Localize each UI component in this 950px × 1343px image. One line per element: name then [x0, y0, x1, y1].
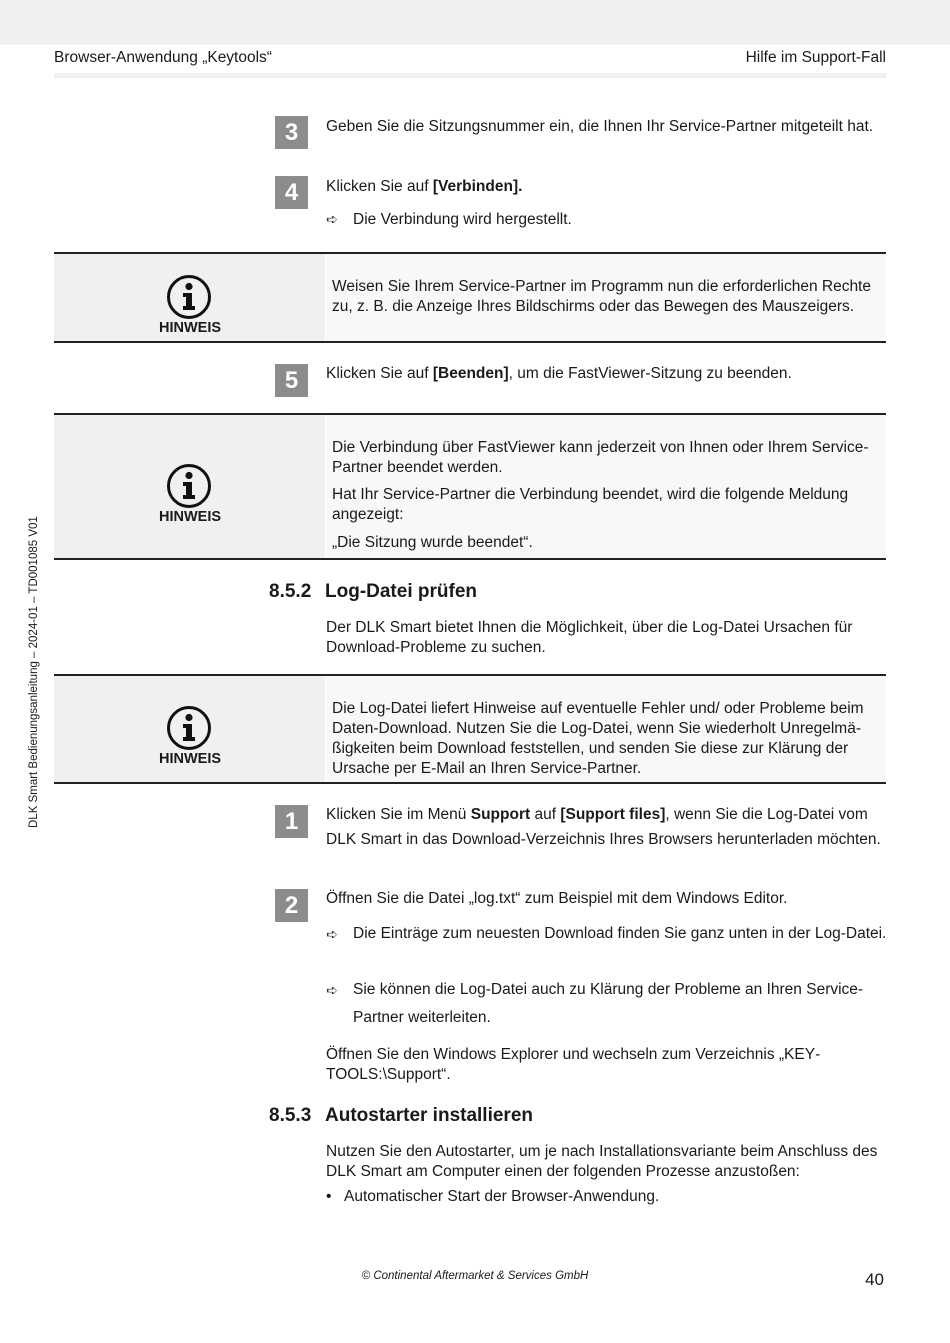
section-853-number: 8.5.3	[269, 1105, 312, 1126]
section-852-intro: Der DLK Smart bietet Ihnen die Möglichkeit, über die Log-Datei Ursachen für Download-Probleme zu suchen.	[326, 619, 853, 656]
step-4-badge: 4	[275, 176, 308, 209]
header-right: Hilfe im Support-Fall	[745, 49, 886, 66]
step-4-result: Die Verbindung wird hergestellt.	[353, 211, 572, 228]
step-5-badge: 5	[275, 364, 308, 397]
note-3-label: HINWEIS	[158, 751, 222, 767]
note-2-text-2: Hat Ihr Service-Partner die Verbindung beendet, wird die folgende Meldung angezeigt:	[332, 486, 849, 523]
header-rule	[54, 73, 886, 78]
header-left: Browser-Anwendung „Keytools“	[54, 49, 272, 66]
info-icon	[166, 705, 212, 751]
section-853-intro: Nutzen Sie den Autostarter, um je nach Installationsvariante beim Anschluss des DLK Smart am Computer einen der folgenden Prozesse anzustoßen:	[326, 1143, 878, 1180]
step-3-text: Geben Sie die Sitzungsnummer ein, die Ihnen Ihr Service-Partner mitgeteilt hat.	[326, 118, 874, 135]
info-icon	[166, 463, 212, 509]
bullet-icon: •	[326, 1188, 332, 1205]
note-2-text-1: Die Verbindung über FastViewer kann jederzeit von Ihnen oder Ihrem Service-Partner beendet werden.	[332, 439, 869, 476]
note-2-label: HINWEIS	[158, 509, 222, 525]
note-box-2	[54, 413, 886, 560]
step-4-text: Klicken Sie auf [Verbinden].	[326, 178, 523, 195]
note-3-text: Die Log-Datei liefert Hinweise auf eventuelle Fehler und/ oder Probleme beim Daten-Download. Nutzen Sie die Log-Datei, wenn Sie wiederholt Unregelmäßigkeiten beim Download feststellen, und senden Sie diese zur Klärung der Ursache per E-Mail an Ihren Service-Partner.	[332, 700, 864, 777]
step-2-badge: 2	[275, 889, 308, 922]
section-853-bullet-1: Automatischer Start der Browser-Anwendung.	[344, 1188, 660, 1205]
section-852-title: Log-Datei prüfen	[325, 581, 477, 602]
step-2-text: Öffnen Sie die Datei „log.txt“ zum Beispiel mit dem Windows Editor.	[326, 890, 788, 907]
step-1-text: Klicken Sie im Menü Support auf [Support files], wenn Sie die Log-Datei vom DLK Smart in das Download-Verzeichnis Ihres Browsers herunterladen möchten.	[326, 806, 881, 848]
step-3-badge: 3	[275, 116, 308, 149]
step-2-result-2: Sie können die Log-Datei auch zu Klärung der Probleme an Ihren Service-Partner weiterleiten.	[353, 981, 864, 1026]
note-2-text-3: „Die Sitzung wurde beendet“.	[332, 534, 533, 551]
note-box-1	[54, 252, 886, 343]
result-arrow-icon: ➪	[326, 982, 338, 998]
step-5-text: Klicken Sie auf [Beenden], um die FastViewer-Sitzung zu beenden.	[326, 365, 792, 382]
step-2-result-1: Die Einträge zum neuesten Download finden Sie ganz unten in der Log-Datei.	[353, 925, 887, 942]
result-arrow-icon: ➪	[326, 211, 338, 227]
section-853-title: Autostarter installieren	[325, 1105, 533, 1126]
side-document-id: DLK Smart Bedienungsanleitung – 2024-01 – TD001085 V01	[28, 516, 40, 828]
footer-copyright: © Continental Aftermarket & Services GmbH	[361, 1270, 589, 1282]
page-number: 40	[865, 1270, 884, 1289]
note-1-label: HINWEIS	[158, 320, 222, 336]
note-box-3	[54, 674, 886, 784]
step-1-badge: 1	[275, 805, 308, 838]
note-1-text: Weisen Sie Ihrem Service-Partner im Programm nun die erforderlichen Rechte zu, z. B. die Anzeige Ihres Bildschirms oder das Bewegen des Mauszeigers.	[332, 278, 871, 315]
info-icon	[166, 274, 212, 320]
section-852-outro: Öffnen Sie den Windows Explorer und wechseln zum Verzeichnis „KEYTOOLS:\Support“.	[326, 1046, 821, 1083]
top-band	[0, 0, 950, 45]
section-852-number: 8.5.2	[269, 581, 312, 602]
result-arrow-icon: ➪	[326, 926, 338, 942]
